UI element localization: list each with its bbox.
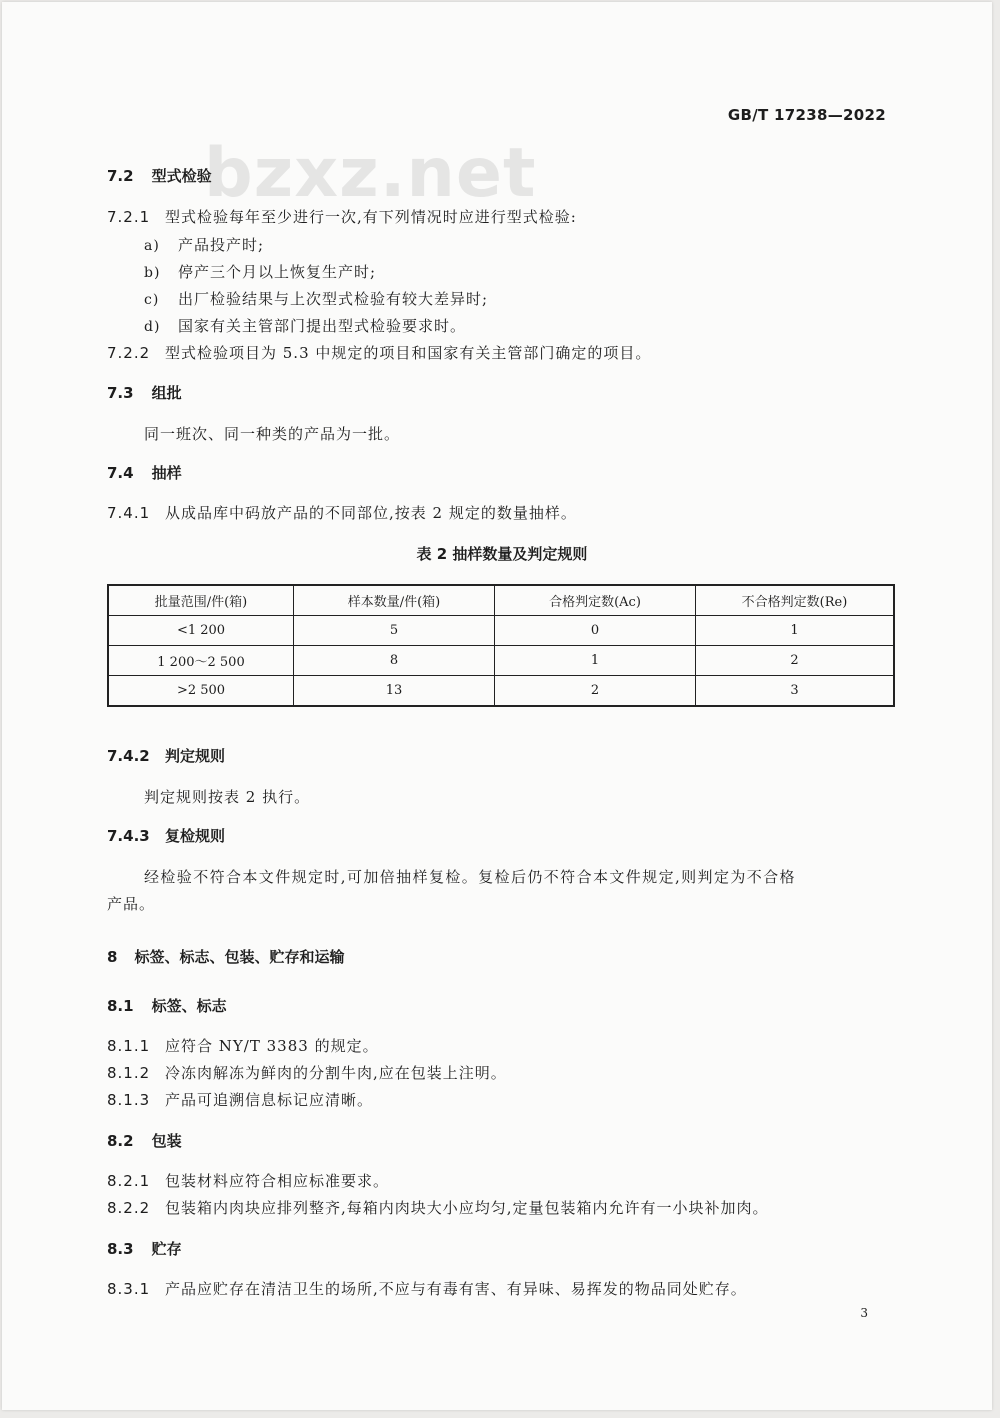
section-7-3-text: 同一班次、同一种类的产品为一批。 — [144, 425, 401, 443]
table-cell: 8 — [294, 646, 495, 676]
clause-title: 判定规则 — [165, 747, 226, 765]
clause-7-4-2-text: 判定规则按表 2 执行。 — [144, 788, 311, 806]
section-8-3-heading — [107, 1238, 182, 1259]
clause-number: 7.4.1 — [107, 504, 151, 522]
clause-text: 应符合 NY/T 3383 的规定。 — [165, 1037, 379, 1055]
section-7-2-heading — [107, 165, 212, 186]
column-header: 样本数量/件(箱) — [294, 585, 495, 616]
section-title: 标签、标志 — [151, 997, 227, 1015]
clause-text: 包装材料应符合相应标准要求。 — [165, 1172, 390, 1190]
section-number: 7.3 — [107, 384, 134, 402]
clause-7-4-2-heading — [107, 745, 225, 766]
table-cell: >2 500 — [108, 676, 294, 707]
table-cell: <1 200 — [108, 616, 294, 646]
section-title: 包装 — [151, 1132, 182, 1150]
clause-7-2-1 — [107, 206, 577, 227]
table-cell: 3 — [696, 676, 895, 707]
table-cell: 2 — [495, 676, 696, 707]
page-number: 3 — [860, 1306, 868, 1320]
section-7-3-heading — [107, 382, 182, 403]
table-cell: 1 — [495, 646, 696, 676]
table-cell: 13 — [294, 676, 495, 707]
clause-number: 8.1.2 — [107, 1064, 151, 1082]
table-row — [108, 646, 894, 676]
table-cell: 5 — [294, 616, 495, 646]
item-text: 产品投产时; — [178, 236, 265, 254]
section-number: 8.2 — [107, 1132, 134, 1150]
item-label: b) — [144, 265, 161, 281]
table-row — [108, 616, 894, 646]
section-title: 抽样 — [151, 464, 182, 482]
clause-number: 8.2.2 — [107, 1199, 151, 1217]
clause-number: 8.3.1 — [107, 1280, 151, 1298]
clause-7-4-3-heading — [107, 825, 225, 846]
clause-7-4-1 — [107, 502, 577, 523]
section-number: 7.4 — [107, 464, 134, 482]
clause-text: 包装箱内肉块应排列整齐,每箱内肉块大小应均匀,定量包装箱内允许有一小块补加肉。 — [165, 1199, 769, 1217]
item-text: 出厂检验结果与上次型式检验有较大差异时; — [178, 290, 489, 308]
clause-number: 8.1.3 — [107, 1091, 151, 1109]
chapter-8-heading — [107, 946, 344, 967]
section-number: 8.3 — [107, 1240, 134, 1258]
item-text: 国家有关主管部门提出型式检验要求时。 — [178, 317, 467, 335]
item-text: 停产三个月以上恢复生产时; — [178, 263, 377, 281]
clause-number: 8.1.1 — [107, 1037, 151, 1055]
clause-8-2-1 — [107, 1170, 389, 1191]
clause-text: 从成品库中码放产品的不同部位,按表 2 规定的数量抽样。 — [165, 504, 577, 522]
clause-text: 冷冻肉解冻为鲜肉的分割牛肉,应在包装上注明。 — [165, 1064, 507, 1082]
section-title: 组批 — [151, 384, 182, 402]
clause-8-1-2 — [107, 1062, 507, 1083]
section-title: 贮存 — [151, 1240, 182, 1258]
section-number: 8.1 — [107, 997, 134, 1015]
section-7-4-heading — [107, 462, 182, 483]
clause-8-1-1 — [107, 1035, 379, 1056]
standard-number: GB/T 17238—2022 — [727, 106, 886, 124]
item-label: c) — [144, 292, 160, 308]
watermark: bzxz.net — [204, 134, 537, 213]
clause-number: 7.4.3 — [107, 827, 150, 845]
item-label: d) — [144, 319, 161, 335]
table-cell: 1 — [696, 616, 895, 646]
clause-8-2-2 — [107, 1197, 769, 1218]
table-cell: 1 200～2 500 — [108, 646, 294, 676]
clause-text: 产品可追溯信息标记应清晰。 — [165, 1091, 374, 1109]
section-title: 型式检验 — [151, 167, 212, 185]
clause-number: 7.2.2 — [107, 344, 151, 362]
column-header: 不合格判定数(Re) — [696, 585, 895, 616]
sampling-table — [107, 584, 895, 707]
column-header: 合格判定数(Ac) — [495, 585, 696, 616]
list-item — [144, 315, 466, 336]
clause-title: 复检规则 — [165, 827, 226, 845]
clause-7-4-3-text-line2: 产品。 — [107, 895, 156, 913]
clause-7-4-3-text-line1: 经检验不符合本文件规定时,可加倍抽样复检。复检后仍不符合本文件规定,则判定为不合格 — [144, 868, 796, 886]
table-caption: 表 2 抽样数量及判定规则 — [416, 545, 588, 563]
document-page — [2, 2, 992, 1410]
item-label: a) — [144, 238, 160, 254]
column-header: 批量范围/件(箱) — [108, 585, 294, 616]
clause-text: 型式检验每年至少进行一次,有下列情况时应进行型式检验: — [165, 208, 577, 226]
clause-8-1-3 — [107, 1089, 373, 1110]
table-row — [108, 676, 894, 707]
list-item — [144, 288, 488, 309]
clause-7-2-2 — [107, 342, 651, 363]
section-8-1-heading — [107, 995, 227, 1016]
clause-8-3-1 — [107, 1278, 747, 1299]
clause-text: 型式检验项目为 5.3 中规定的项目和国家有关主管部门确定的项目。 — [165, 344, 652, 362]
table-cell: 0 — [495, 616, 696, 646]
section-8-2-heading — [107, 1130, 182, 1151]
section-number: 7.2 — [107, 167, 134, 185]
table-header-row — [108, 585, 894, 616]
chapter-title: 标签、标志、包装、贮存和运输 — [134, 948, 345, 966]
clause-number: 8.2.1 — [107, 1172, 151, 1190]
clause-number: 7.4.2 — [107, 747, 150, 765]
clause-number: 7.2.1 — [107, 208, 151, 226]
list-item — [144, 261, 376, 282]
list-item — [144, 234, 264, 255]
table-cell: 2 — [696, 646, 895, 676]
chapter-number: 8 — [107, 948, 118, 966]
clause-text: 产品应贮存在清洁卫生的场所,不应与有毒有害、有异味、易挥发的物品同处贮存。 — [165, 1280, 747, 1298]
